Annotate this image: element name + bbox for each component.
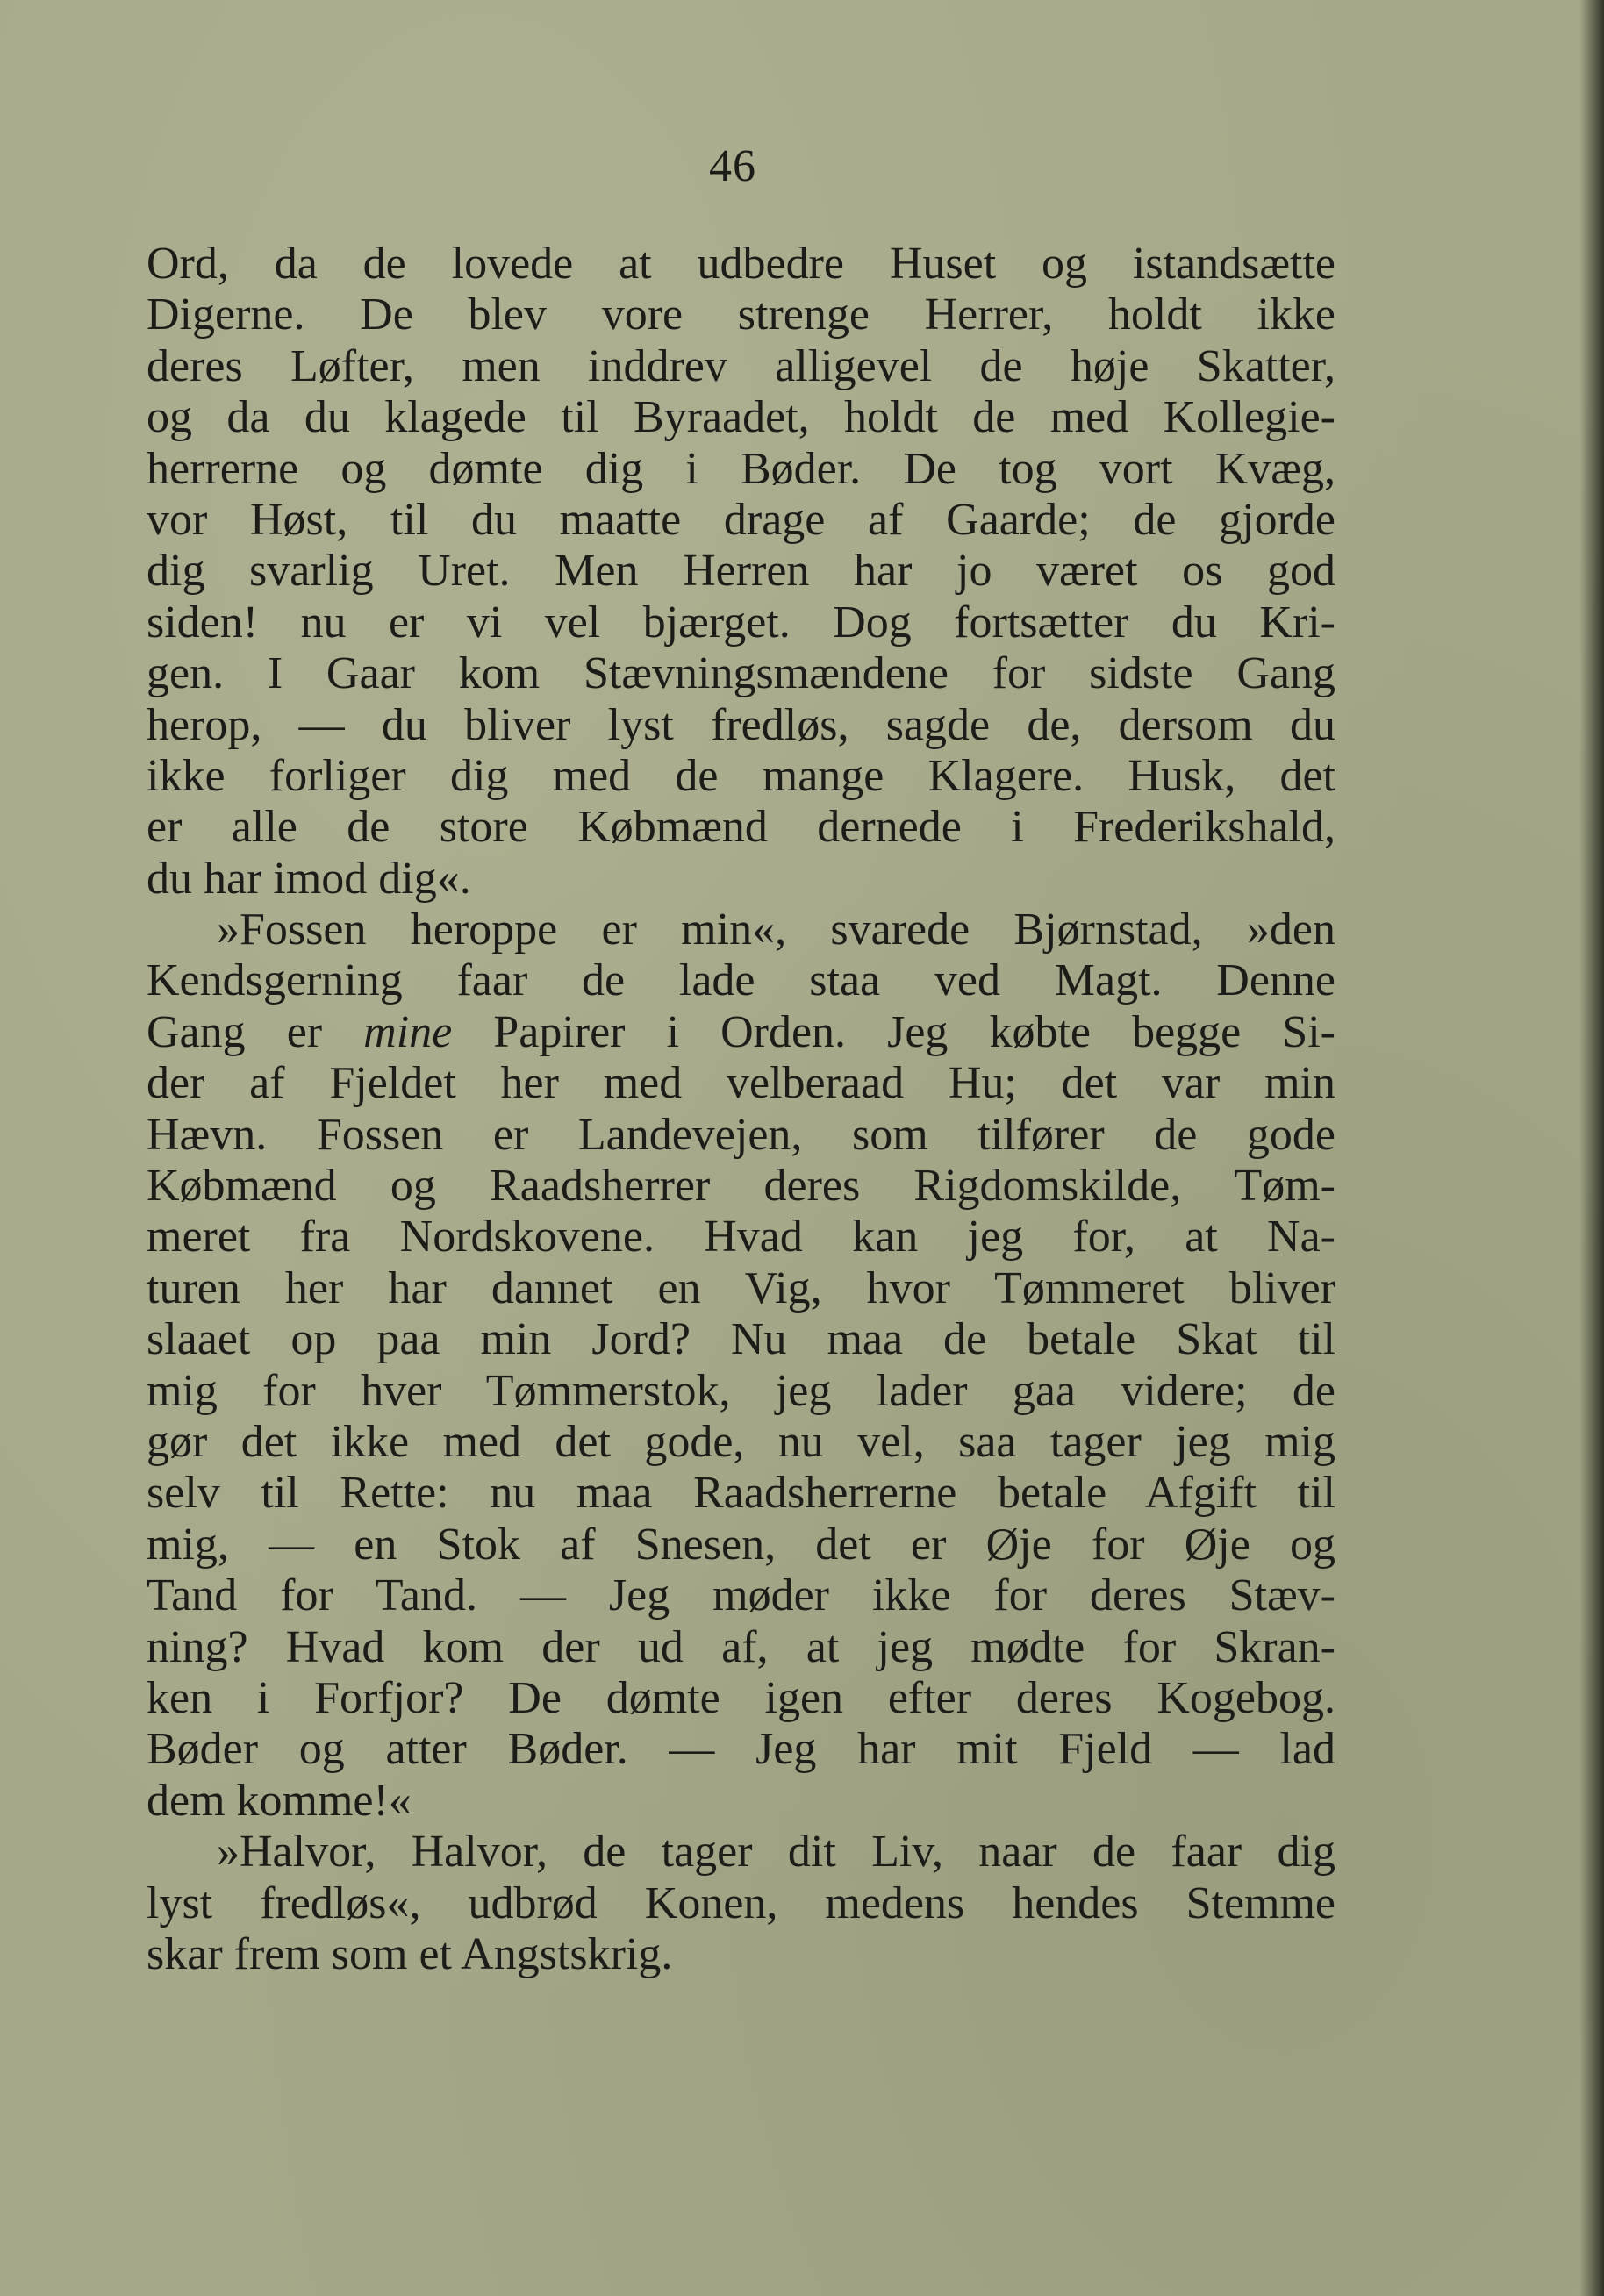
text-line: siden! nu er vi vel bjærget. Dog fortsætter du Kri-	[147, 597, 1335, 647]
text-line: turen her har dannet en Vig, hvor Tømmeret bliver	[147, 1262, 1335, 1313]
text-line: der af Fjeldet her med velberaad Hu; det var min	[147, 1058, 1335, 1109]
text-line: dem komme!«	[147, 1775, 412, 1826]
text-line: Bøder og atter Bøder. — Jeg har mit Fjeld — lad	[147, 1724, 1335, 1775]
text-line: ikke forliger dig med de mange Klagere. Husk, det	[147, 750, 1335, 801]
text-line: Kendsgerning faar de lade staa ved Magt. Denne	[147, 955, 1335, 1006]
text-line: gør det ikke med det gode, nu vel, saa tager jeg mig	[147, 1416, 1335, 1467]
page-number: 46	[709, 141, 756, 191]
text-line: lyst fredløs«, udbrød Konen, medens hendes Stemme	[147, 1878, 1335, 1928]
body-text	[147, 239, 1335, 1980]
text-line: gen. I Gaar kom Stævningsmændene for sidste Gang	[147, 648, 1335, 699]
text-line: dig svarlig Uret. Men Herren har jo været os god	[147, 546, 1335, 597]
text-line: vor Høst, til du maatte drage af Gaarde; de gjorde	[147, 494, 1335, 545]
text-line: er alle de store Købmænd dernede i Frederikshald,	[147, 802, 1335, 853]
text-line: deres Løfter, men inddrev alligevel de høje Skatter,	[147, 340, 1335, 391]
text-line: »Halvor, Halvor, de tager dit Liv, naar de faar dig	[217, 1827, 1335, 1878]
text-line: slaaet op paa min Jord? Nu maa de betale Skat til	[147, 1314, 1335, 1365]
text-line: ken i Forfjor? De dømte igen efter deres Kogebog.	[147, 1672, 1335, 1723]
text-line: mig for hver Tømmerstok, jeg lader gaa videre; de	[147, 1365, 1335, 1416]
text-line: du har imod dig«.	[147, 853, 471, 904]
text-line: Tand for Tand. — Jeg møder ikke for deres Stæv-	[147, 1570, 1335, 1621]
text-line: skar frem som et Angstskrig.	[147, 1928, 673, 1979]
text-line: »Fossen heroppe er min«, svarede Bjørnstad, »den	[217, 905, 1335, 955]
text-segment: Papirer i Orden. Jeg købte begge Si-	[452, 1006, 1335, 1057]
text-line: herrerne og dømte dig i Bøder. De tog vort Kvæg,	[147, 443, 1335, 494]
text-line: selv til Rette: nu maa Raadsherrerne betale Afgift til	[147, 1468, 1335, 1519]
text-line: herop, — du bliver lyst fredløs, sagde de, dersom du	[147, 699, 1335, 750]
text-line: Ord, da de lovede at udbedre Huset og istandsætte	[147, 239, 1335, 289]
text-line: Købmænd og Raadsherrer deres Rigdomskilde, Tøm-	[147, 1161, 1335, 1212]
text-line: meret fra Nordskovene. Hvad kan jeg for, at Na-	[147, 1212, 1335, 1262]
text-line	[147, 1007, 1335, 1058]
text-segment: Gang er	[147, 1006, 364, 1057]
text-line: mig, — en Stok af Snesen, det er Øje for Øje og	[147, 1519, 1335, 1570]
text-line: og da du klagede til Byraadet, holdt de med Kollegie-	[147, 392, 1335, 443]
text-line: Digerne. De blev vore strenge Herrer, holdt ikke	[147, 290, 1335, 340]
emphasized-word: mine	[363, 1006, 453, 1057]
text-line: ning? Hvad kom der ud af, at jeg mødte for Skran-	[147, 1621, 1335, 1672]
page-edge-shadow	[1579, 0, 1604, 2296]
text-line: Hævn. Fossen er Landevejen, som tilfører de gode	[147, 1109, 1335, 1160]
